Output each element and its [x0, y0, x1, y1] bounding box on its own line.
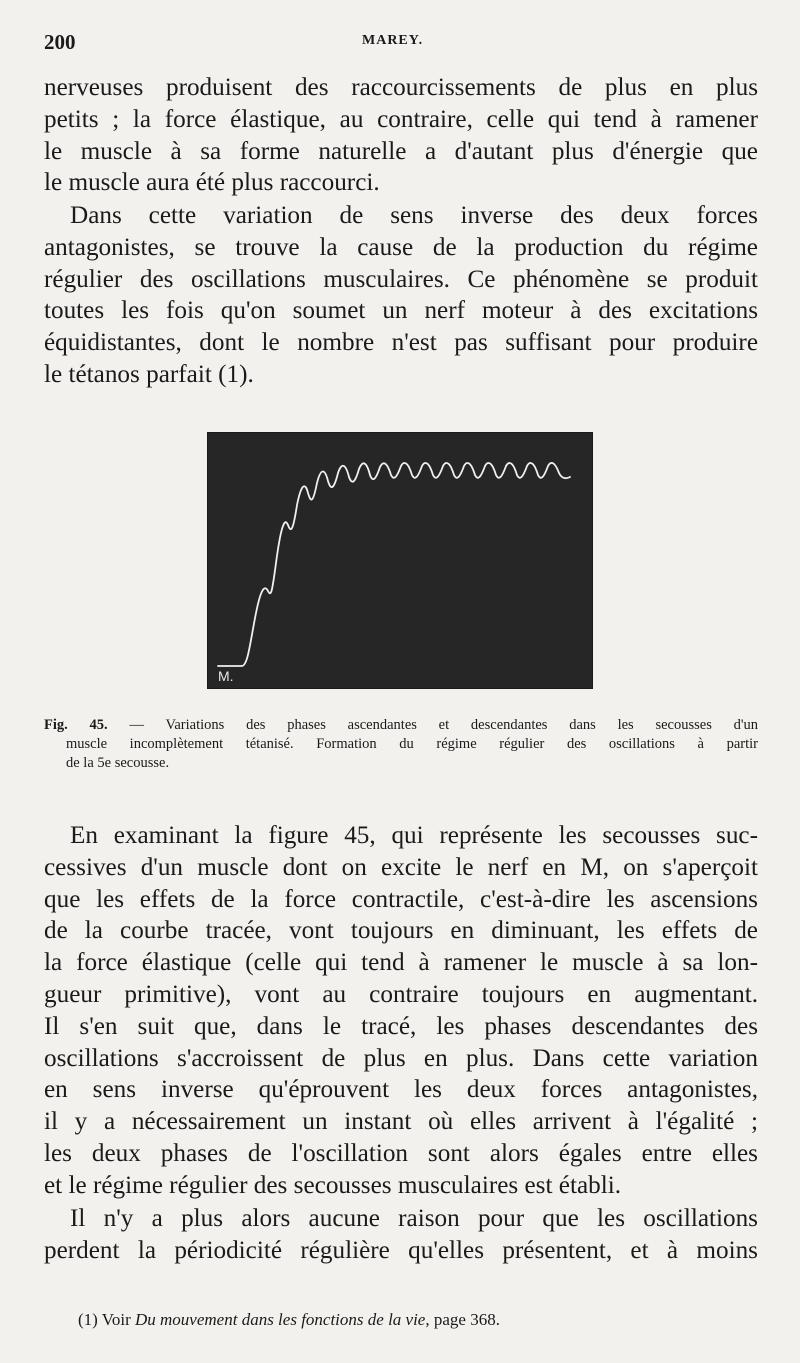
text-line: toutes les fois qu'on soumet un nerf moteur à des excitations [44, 297, 758, 325]
figure-caption [44, 716, 758, 773]
text-line: de la courbe tracée, vont toujours en diminuant, les effets de [44, 917, 758, 945]
text-line: le muscle aura été plus raccourci. [44, 169, 380, 197]
caption-line [44, 716, 758, 735]
tracing-curve [218, 463, 570, 666]
text-line: Il n'y a plus alors aucune raison pour que les oscillations [70, 1205, 758, 1232]
text-line: En examinant la figure 45, qui représente les secousses suc- [70, 822, 758, 849]
paragraph-2 [44, 200, 758, 391]
text-line: gueur primitive), vont au contraire toujours en augmentant. [44, 980, 758, 1008]
text-line: petits ; la force élastique, au contraire, celle qui tend à ramener [44, 105, 758, 133]
text-line: en sens inverse qu'éprouvent les deux forces antagonistes, [44, 1076, 758, 1104]
text-line: le muscle à sa forme naturelle a d'autant plus d'énergie que [44, 137, 758, 165]
footnote-page: page 368. [433, 1310, 500, 1329]
text-line: et le régime régulier des secousses musculaires est établi. [44, 1171, 622, 1199]
figure-number: Fig. 45. [44, 717, 108, 733]
paragraph-3 [44, 820, 758, 1202]
running-head: MAREY. [362, 33, 424, 48]
page-header [44, 30, 760, 60]
page-number: 200 [44, 30, 76, 54]
figure-45-muscle-tracing [208, 433, 592, 688]
text-line: le tétanos parfait (1). [44, 360, 254, 388]
text-line: les deux phases de l'oscillation sont alors égales entre elles [44, 1139, 758, 1167]
text-line: antagonistes, se trouve la cause de la production du régime [44, 233, 758, 261]
text-line: Il s'en suit que, dans le tracé, les phases descendantes des [44, 1012, 758, 1040]
text-line: perdent la périodicité régulière qu'elles présentent, et à moins [44, 1236, 758, 1264]
tracing-svg [208, 433, 592, 688]
caption-text: — Variations des phases ascendantes et descendantes dans les secousses d'un [129, 717, 759, 733]
text-line: cessives d'un muscle dont on excite le nerf en M, on s'aperçoit [44, 853, 758, 881]
footnote-book-title: Du mouvement dans les fonctions de la vie, [135, 1310, 430, 1329]
footnote [78, 1309, 758, 1331]
text-line: la force élastique (celle qui tend à ramener le muscle à sa lon- [44, 949, 758, 977]
text-line: régulier des oscillations musculaires. Ce phénomène se produit [44, 265, 758, 293]
text-line: nerveuses produisent des raccourcissements de plus en plus [44, 74, 758, 101]
text-line: il y a nécessairement un instant où elles arrivent à l'égalité ; [44, 1108, 758, 1136]
text-line: que les effets de la force contractile, c'est-à-dire les ascensions [44, 885, 758, 913]
caption-line: de la 5e secousse. [66, 755, 170, 771]
caption-line: muscle incomplètement tétanisé. Formation du régime régulier des oscillations à partir [66, 736, 758, 752]
paragraph-4 [44, 1203, 758, 1267]
text-line: équidistantes, dont le nombre n'est pas suffisant pour produire [44, 329, 758, 357]
paragraph-1 [44, 72, 758, 199]
text-line: oscillations s'accroissent de plus en plus. Dans cette variation [44, 1044, 758, 1072]
text-line: Dans cette variation de sens inverse des deux forces [70, 202, 758, 229]
footnote-marker: (1) Voir [78, 1310, 131, 1329]
stimulus-marker-label: M. [218, 668, 234, 684]
